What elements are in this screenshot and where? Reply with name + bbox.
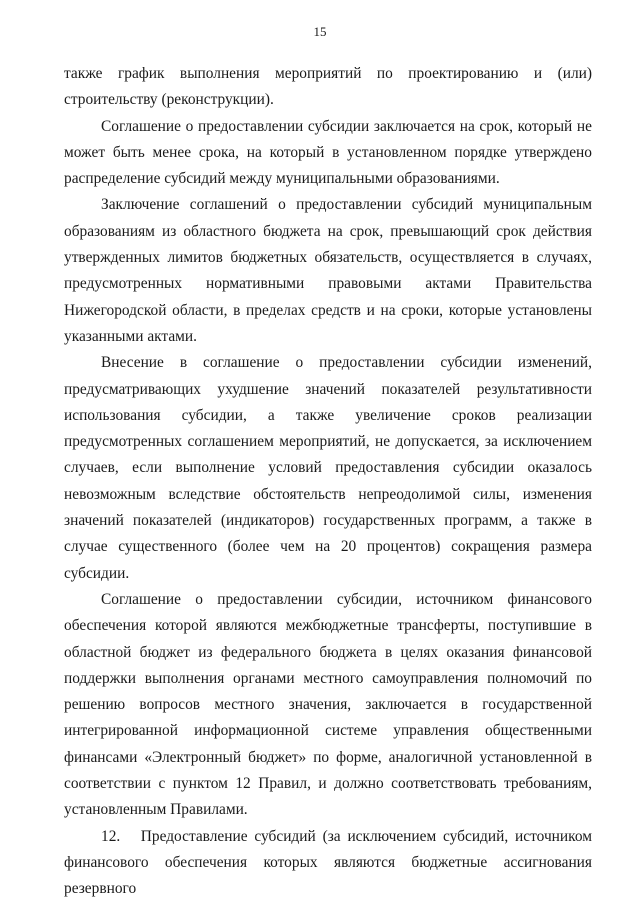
page-number: 15	[313, 24, 327, 39]
paragraph-agreement-term: Соглашение о предоставлении субсидии заключается на срок, который не может быть менее срока, на который в установленном порядке утверждено распределение субсидий между муниципальными образованиями.	[64, 117, 592, 188]
paragraph-item-12: 12. Предоставление субсидий (за исключением субсидий, источником финансового обеспечения которых являются бюджетные ассигнования резервного	[64, 827, 596, 898]
paragraph-agreement-amendments: Внесение в соглашение о предоставлении субсидии изменений, предусматривающих ухудшение значений показателей результативности использования субсидии, а также увеличение сроков реализации предусмотренных соглашением мероприятий, не допускается, за исключением случаев, если выполнение условий предоставления субсидии оказалось невозможным вследствие обстоятельств непреодолимой силы, изменения значений показателей (индикаторов) государственных программ, а также в случае существенного (более чем на 20 процентов) сокращения размера субсидии.	[64, 354, 592, 582]
document-body	[64, 61, 596, 903]
paragraph-continuation: также график выполнения мероприятий по проектированию и (или) строительству (реконструкции).	[64, 65, 592, 109]
paragraph-agreement-conclusion: Заключение соглашений о предоставлении субсидий муниципальным образованиям из областного бюджета на срок, превышающий срок действия утвержденных лимитов бюджетных обязательств, осуществляется в случаях, предусмотренных нормативными правовыми актами Правительства Нижегородской области, в пределах средств и на сроки, которые установлены указанными актами.	[64, 196, 592, 345]
paragraph-electronic-budget: Соглашение о предоставлении субсидии, источником финансового обеспечения которой являются межбюджетные трансферты, поступившие в областной бюджет из федерального бюджета в целях оказания финансовой поддержки выполнения органами местного самоуправления полномочий по решению вопросов местного значения, заключается в государственной интегрированной информационной системе управления общественными финансами «Электронный бюджет» по форме, аналогичной установленной в соответствии с пунктом 12 Правил, и должно соответствовать требованиям, установленным Правилами.	[64, 590, 592, 819]
